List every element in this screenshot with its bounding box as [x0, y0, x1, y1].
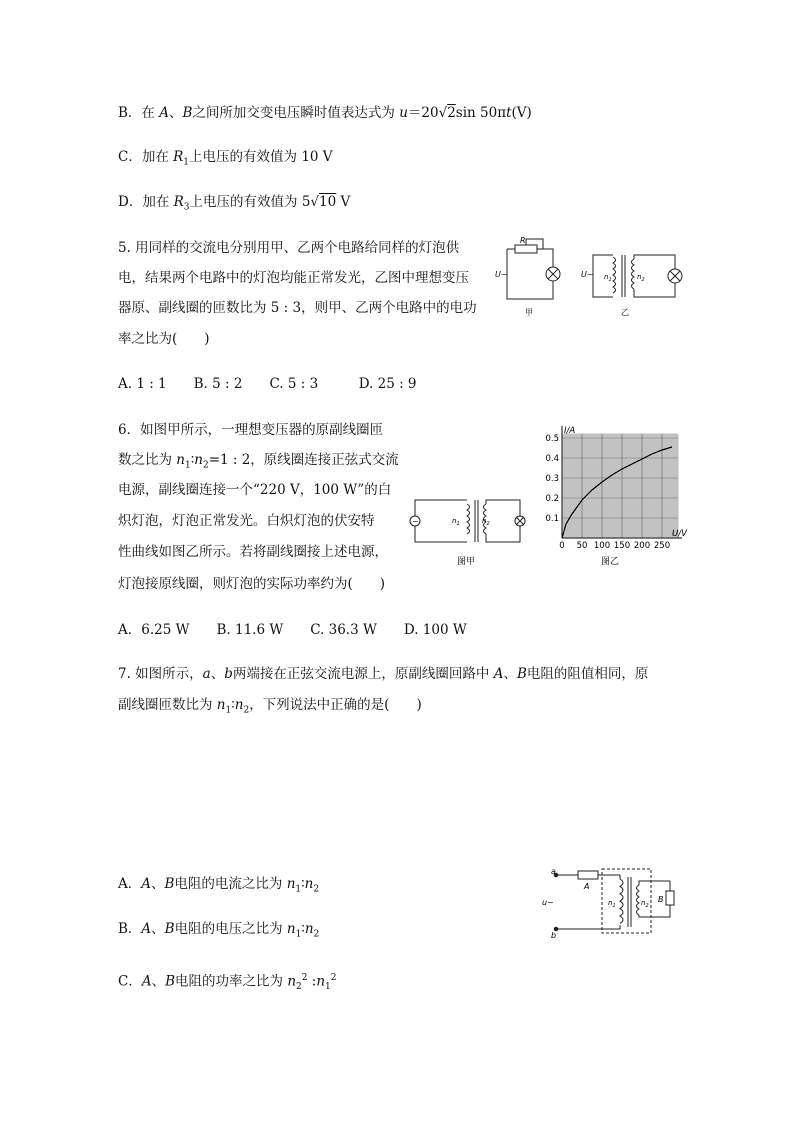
q5-caption-yi: 乙	[621, 308, 629, 317]
option-b: B．在 A、B之间所加交变电压瞬时值表达式为 u＝20√2sin 50πt(V)	[118, 105, 532, 121]
svg-text:~: ~	[412, 517, 419, 526]
q5-line-3: 器原、副线圈的匝数比为 5 : 3，则甲、乙两个电路中的电功	[118, 300, 477, 316]
x-tick-label: 50	[576, 541, 588, 551]
q6-options: A．6.25 W B. 11.6 W C. 36.3 W D. 100 W	[118, 622, 467, 638]
x-tick-label: 250	[653, 541, 671, 551]
y-tick-label: 0.2	[545, 494, 559, 504]
svg-text:B: B	[658, 895, 664, 904]
q5-figure	[495, 237, 680, 322]
q6-line-5: 性曲线如图乙所示。若将副线圈接上述电源，	[118, 544, 388, 560]
q6-line-3: 电源，副线圈连接一个“220 V，100 W”的白	[118, 482, 392, 498]
iv-chart	[538, 425, 687, 570]
svg-text:n1: $n_1$	[604, 273, 612, 283]
q7-option-a: A．A、B电阻的电流之比为 $n_1∶n_2$	[118, 876, 320, 895]
svg-text:n1: $n_1$	[608, 899, 616, 909]
y-tick-label: 0.5	[545, 434, 559, 444]
x-tick-label: 200	[633, 541, 651, 551]
q5-options: A. 1 : 1 B. 5 : 2 C. 5 : 3 D. 25 : 9	[118, 376, 417, 392]
y-axis-label: I/A	[564, 426, 576, 436]
q5-fig-n2: n	[637, 273, 642, 281]
q5-line-2: 电，结果两个电路中的灯泡均能正常发光，乙图中理想变压	[118, 270, 469, 286]
svg-text:A: A	[584, 882, 590, 891]
y-tick-label: 0.1	[545, 514, 559, 524]
q7-figure	[540, 865, 685, 940]
q5-fig-r-label: R	[520, 236, 526, 245]
q6-line-1: 6．如图甲所示，一理想变压器的原副线圈匝	[118, 422, 384, 438]
svg-text:a: a	[551, 867, 556, 876]
q7-option-b: B．A、B电阻的电压之比为 $n_1∶n_2$	[118, 921, 320, 940]
q7-line-1: 7. 如图所示，a、b两端接在正弦交流电源上，原副线圈回路中 A、B电阻的阻值相同，原	[118, 666, 649, 682]
q5-fig-u-label-2: U~	[581, 270, 594, 279]
q5-fig-u-label-1: U~	[495, 270, 508, 279]
q6-figure-a	[405, 492, 535, 570]
y-tick-label: 0.4	[545, 454, 559, 464]
x-tick-label: 100	[593, 541, 611, 551]
svg-text:b: b	[551, 931, 557, 940]
q6-line-4: 炽灯泡，灯泡正常发光。白炽灯泡的伏安特	[118, 513, 375, 529]
q5-line-1: 5. 用同样的交流电分别用甲、乙两个电路给同样的灯泡供	[118, 240, 460, 256]
x-tick-label: 150	[613, 541, 631, 551]
svg-text:n1: $n_1$	[452, 517, 460, 527]
q6-line-2: 数之比为 $n_1∶n_2=1$ : 2，原线圈连接正弦式交流	[118, 452, 399, 471]
x-axis-label: U/V	[672, 529, 687, 539]
svg-text:u~: u~	[542, 898, 554, 907]
iv-curve	[562, 447, 672, 538]
y-tick-label: 0.3	[545, 474, 559, 484]
q5-caption-jia: 甲	[525, 308, 533, 317]
q5-line-4: 率之比为( )	[118, 331, 210, 347]
svg-text:n2: $n_2$	[641, 899, 649, 909]
x-tick-label: 0	[559, 541, 565, 551]
q7-option-c: C．A、B电阻的功率之比为 $n_2^2$ $:n_1^2$	[118, 973, 337, 993]
option-c: C．加在 $R_1$上电压的有效值为 10 V	[118, 149, 333, 168]
option-d: D．加在 $R_3$上电压的有效值为 5√10 V	[118, 194, 351, 213]
q7-line-2: 副线圈匝数比为 $n_1∶n_2$，下列说法中正确的是( )	[118, 697, 422, 716]
svg-text:n2: $n_2$	[637, 273, 645, 283]
q6-caption-b: 图乙	[600, 557, 620, 567]
svg-text:n2: $n_2$	[482, 517, 490, 527]
q6-line-6: 灯泡接原线圈，则灯泡的实际功率约为( )	[118, 576, 386, 592]
q6-caption-a: 图甲	[457, 557, 476, 567]
q5-fig-n1: n	[604, 273, 609, 281]
